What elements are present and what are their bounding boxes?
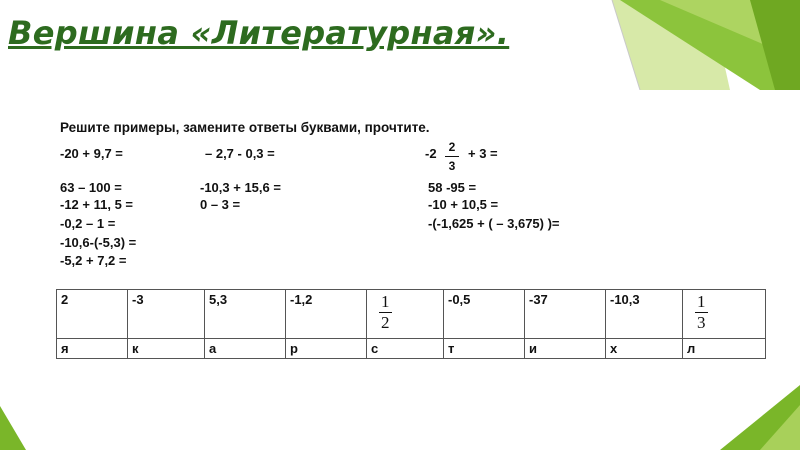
example: – 2,7 - 0,3 =: [205, 146, 275, 161]
slide-title: Вершина «Литературная».: [8, 14, 510, 52]
example: 58 -95 =: [428, 180, 477, 195]
fraction-denominator: 2: [381, 313, 390, 332]
mixed-fraction-rest: + 3 =: [468, 146, 498, 161]
fraction: [379, 293, 392, 332]
task-instruction: Решите примеры, замените ответы буквами, прочтите.: [60, 120, 430, 135]
example: -20 + 9,7 =: [60, 146, 123, 161]
answer-cell-fraction: [367, 290, 444, 339]
example: -5,2 + 7,2 =: [60, 253, 127, 268]
example: -0,2 – 1 =: [60, 216, 116, 231]
bottom-left-decoration: [0, 400, 30, 450]
mixed-fraction-bar: [445, 156, 459, 157]
answer-cell: -37: [525, 290, 606, 339]
table-row-letters: [57, 339, 766, 359]
answer-cell: -10,3: [606, 290, 683, 339]
example: -12 + 11, 5 =: [60, 197, 134, 212]
example: -(-1,625 + ( – 3,675) )=: [428, 216, 560, 231]
answer-cell: 2: [57, 290, 128, 339]
letter-cell: х: [606, 339, 683, 359]
example: 0 – 3 =: [200, 197, 241, 212]
example: -10 + 10,5 =: [428, 197, 499, 212]
bottom-right-decoration: [680, 385, 800, 450]
top-right-decoration: [600, 0, 800, 90]
fraction-numerator: 1: [697, 292, 706, 311]
answer-table: [56, 289, 766, 359]
answer-cell: -3: [128, 290, 205, 339]
mixed-fraction-denominator: 3: [448, 159, 456, 173]
answer-cell: 5,3: [205, 290, 286, 339]
mixed-fraction-numerator: 2: [448, 140, 456, 154]
letter-cell: р: [286, 339, 367, 359]
example: -10,6-(-5,3) =: [60, 235, 137, 250]
answer-cell-fraction: [683, 290, 766, 339]
letter-cell: а: [205, 339, 286, 359]
fraction-numerator: 1: [381, 292, 390, 311]
fraction-denominator: 3: [697, 313, 706, 332]
letter-cell: и: [525, 339, 606, 359]
answer-cell: -0,5: [444, 290, 525, 339]
example: -10,3 + 15,6 =: [200, 180, 281, 195]
table-row-values: [57, 290, 766, 339]
mixed-fraction-whole: -2: [425, 146, 437, 161]
answer-cell: -1,2: [286, 290, 367, 339]
letter-cell: т: [444, 339, 525, 359]
fraction: [695, 293, 708, 332]
letter-cell: с: [367, 339, 444, 359]
example: 63 – 100 =: [60, 180, 122, 195]
letter-cell: к: [128, 339, 205, 359]
letter-cell: я: [57, 339, 128, 359]
letter-cell: л: [683, 339, 766, 359]
